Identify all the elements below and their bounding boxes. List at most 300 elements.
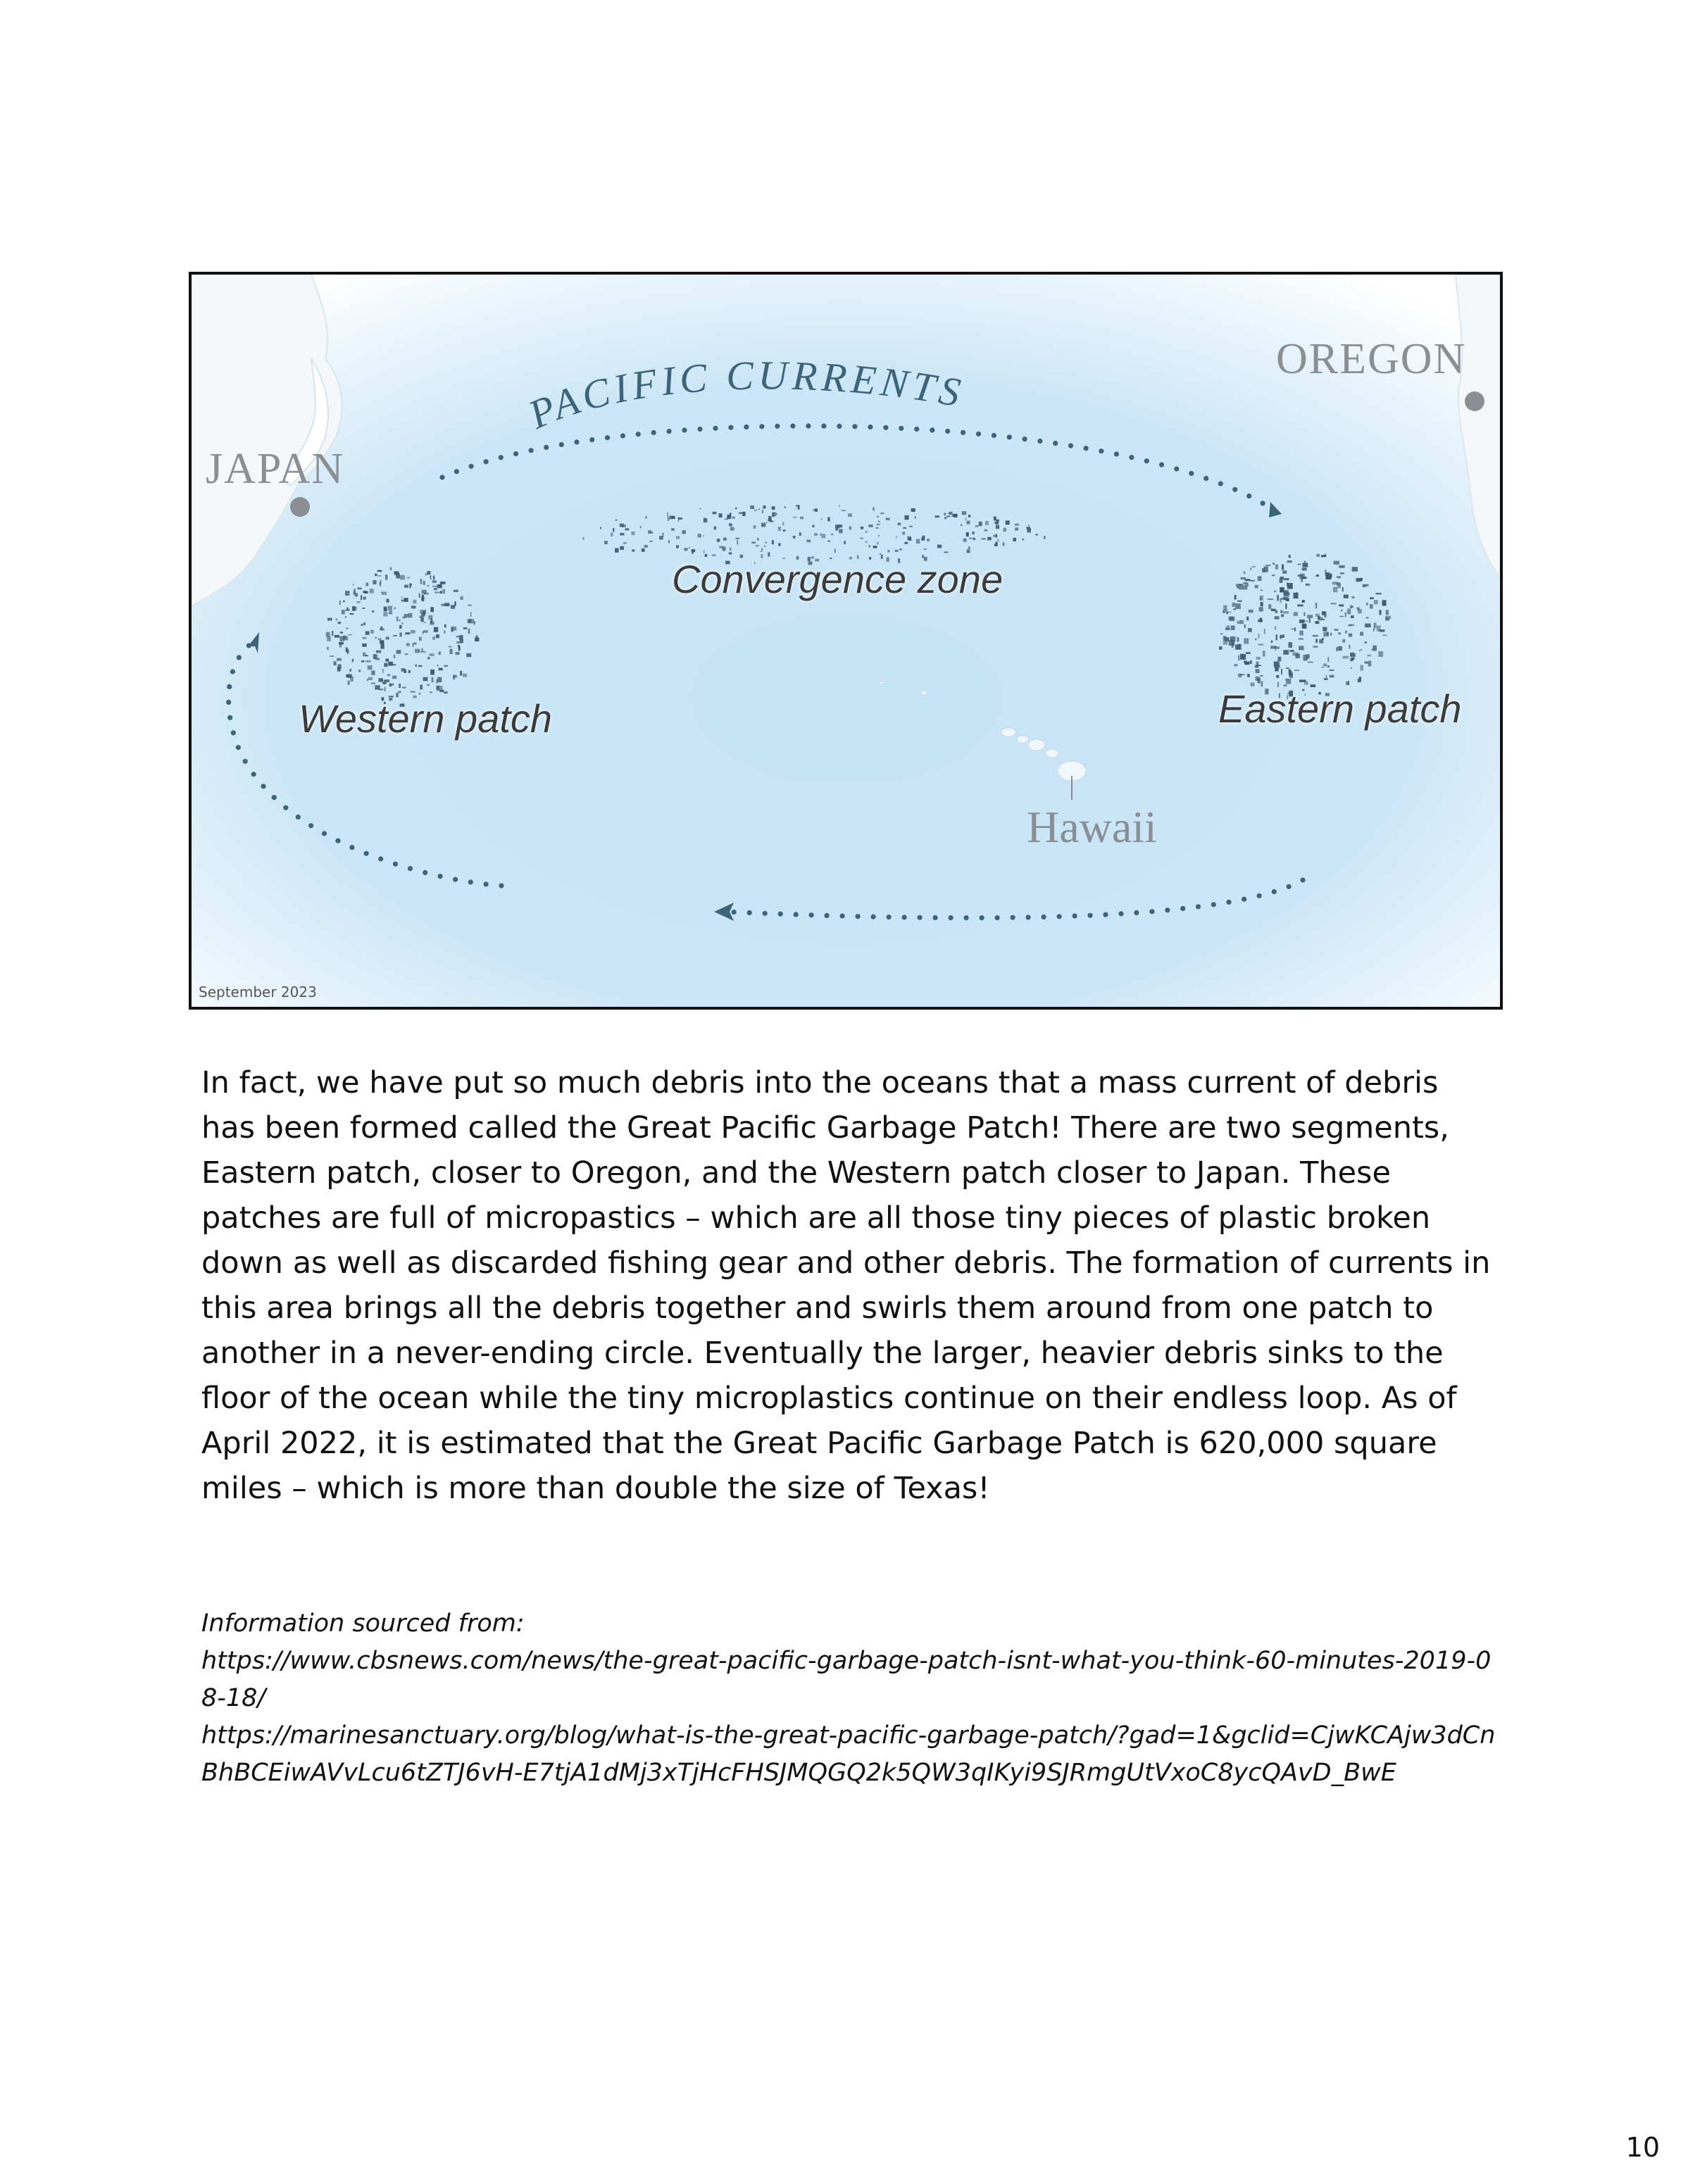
debris-particle <box>1036 534 1038 536</box>
current-dot <box>261 784 265 789</box>
debris-particle <box>1342 639 1345 643</box>
debris-particle <box>911 508 915 512</box>
debris-particle <box>380 627 382 629</box>
debris-particle <box>1338 646 1342 651</box>
debris-particle <box>371 670 375 675</box>
current-dot <box>980 915 984 920</box>
debris-particle <box>762 510 763 513</box>
debris-particle <box>419 594 420 598</box>
current-dot <box>1261 501 1265 506</box>
city-marker-icon <box>290 497 310 517</box>
source-link-marine-sanctuary[interactable]: https://marinesanctuary.org/blog/what-is-the-great-pacific-garbage-patch/?gad=1&gclid=CjwKCAjw3dCnBhBCEiwAVvLcu6tZTJ6vH-E7tjA1dMj3xTjHcFHSJMQGQ2k5QW3qIKyi9SJRmgUtVxoC8ycQAvD_BwE <box>201 1721 1496 1787</box>
debris-particle <box>1325 629 1327 632</box>
debris-particle <box>444 625 446 628</box>
current-dot <box>469 464 474 469</box>
debris-particle <box>1280 600 1282 603</box>
debris-particle <box>865 531 868 532</box>
debris-particle <box>1282 565 1284 570</box>
current-dot <box>636 432 641 437</box>
debris-particle <box>998 539 999 541</box>
debris-particle <box>668 540 670 543</box>
debris-particle <box>384 663 387 667</box>
hawaii-label: Hawaii <box>1027 802 1157 852</box>
debris-particle <box>388 662 393 666</box>
debris-particle <box>682 530 686 534</box>
map-date: September 2023 <box>199 984 317 1000</box>
debris-particle <box>430 670 434 674</box>
debris-particle <box>1339 616 1343 617</box>
debris-particle <box>441 582 442 584</box>
debris-particle <box>411 691 415 693</box>
debris-particle <box>1368 655 1372 657</box>
debris-particle <box>1219 646 1222 650</box>
current-dot <box>1053 441 1058 446</box>
current-dot <box>1242 897 1246 902</box>
current-dot <box>852 424 857 429</box>
debris-particle <box>434 592 440 594</box>
debris-particle <box>370 589 374 593</box>
current-dot <box>995 915 1000 920</box>
debris-particle <box>454 590 458 592</box>
debris-particle <box>440 582 445 584</box>
debris-particle <box>896 536 897 538</box>
current-dot <box>349 845 354 850</box>
debris-particle <box>375 637 376 639</box>
debris-particle <box>1366 603 1368 605</box>
debris-particle <box>1220 633 1223 634</box>
debris-particle <box>1322 638 1324 640</box>
debris-particle <box>1283 650 1289 655</box>
debris-particle <box>440 591 442 594</box>
debris-particle <box>1275 667 1278 672</box>
debris-particle <box>332 631 334 636</box>
debris-particle <box>935 515 939 517</box>
debris-particle <box>1365 624 1370 628</box>
debris-particle <box>361 660 364 663</box>
debris-particle <box>1255 585 1258 589</box>
debris-particle <box>1223 605 1227 611</box>
debris-particle <box>1325 570 1326 574</box>
debris-particle <box>1330 675 1334 678</box>
debris-particle <box>737 540 738 545</box>
current-dot <box>439 475 444 479</box>
current-dot <box>744 425 749 429</box>
current-dot <box>243 759 248 764</box>
debris-particle <box>405 632 410 634</box>
debris-particle <box>355 593 358 596</box>
debris-particle <box>1289 555 1291 558</box>
debris-particle <box>1239 674 1244 675</box>
debris-particle <box>425 573 427 575</box>
debris-particle <box>439 668 443 671</box>
debris-particle <box>730 527 734 531</box>
debris-particle <box>1255 665 1259 667</box>
pacific-garbage-map <box>189 272 1503 1010</box>
debris-particle <box>1289 642 1293 648</box>
debris-particle <box>399 620 401 622</box>
debris-particle <box>377 575 382 577</box>
debris-particle <box>449 646 452 648</box>
debris-particle <box>1327 665 1330 667</box>
debris-particle <box>676 536 680 539</box>
debris-particle <box>756 545 759 546</box>
debris-particle <box>793 517 797 518</box>
debris-particle <box>1368 660 1372 666</box>
debris-particle <box>419 693 420 694</box>
debris-particle <box>385 679 389 682</box>
debris-particle <box>668 517 669 521</box>
debris-particle <box>347 608 349 610</box>
debris-particle <box>411 605 416 608</box>
debris-particle <box>432 677 434 682</box>
debris-particle <box>389 610 392 614</box>
debris-particle <box>1323 663 1327 666</box>
current-dot <box>728 425 733 430</box>
debris-particle <box>1250 660 1252 664</box>
debris-particle <box>841 510 845 511</box>
debris-particle <box>1359 677 1361 682</box>
current-dot <box>840 913 845 918</box>
debris-particle <box>915 516 916 518</box>
debris-particle <box>1259 618 1262 622</box>
debris-particle <box>461 596 463 600</box>
debris-particle <box>1275 647 1280 649</box>
debris-particle <box>793 536 796 539</box>
debris-particle <box>387 599 389 603</box>
current-dot <box>589 437 594 442</box>
debris-particle <box>613 528 614 532</box>
debris-particle <box>383 612 387 616</box>
current-dot <box>682 427 687 432</box>
current-dot <box>227 684 232 689</box>
debris-particle <box>346 594 347 595</box>
debris-particle <box>1382 600 1387 605</box>
debris-particle <box>1365 641 1367 643</box>
current-dot <box>1257 893 1262 898</box>
debris-particle <box>768 552 770 556</box>
debris-particle <box>877 516 879 517</box>
debris-particle <box>432 636 435 640</box>
debris-particle <box>382 591 387 595</box>
debris-particle <box>648 530 651 534</box>
debris-particle <box>1243 586 1247 590</box>
debris-particle <box>962 511 966 515</box>
debris-particle <box>1375 593 1381 594</box>
debris-particle <box>878 535 880 536</box>
debris-particle <box>1303 655 1307 660</box>
debris-particle <box>433 576 434 580</box>
debris-particle <box>1301 579 1303 582</box>
debris-particle <box>1370 604 1373 609</box>
debris-particle <box>869 545 870 547</box>
debris-particle <box>377 570 382 572</box>
current-dot <box>778 912 783 917</box>
debris-particle <box>1302 624 1307 629</box>
debris-particle <box>798 505 800 509</box>
current-dot <box>949 915 954 920</box>
debris-particle <box>1309 618 1311 623</box>
current-dot <box>408 866 413 871</box>
debris-particle <box>399 632 402 636</box>
debris-particle <box>362 608 365 609</box>
current-dot <box>992 433 996 438</box>
debris-particle <box>1277 657 1281 662</box>
debris-particle <box>878 521 880 522</box>
debris-particle <box>404 614 409 617</box>
debris-particle <box>778 527 781 531</box>
debris-particle <box>1271 641 1273 643</box>
debris-particle <box>382 669 384 673</box>
debris-particle <box>600 527 601 529</box>
current-dot <box>1042 915 1046 920</box>
debris-particle <box>1028 525 1030 526</box>
debris-particle <box>1316 554 1320 557</box>
debris-particle <box>1285 603 1287 609</box>
current-dot <box>899 426 904 431</box>
debris-particle <box>380 640 384 644</box>
debris-particle <box>423 632 424 634</box>
debris-particle <box>385 659 389 662</box>
debris-particle <box>1276 634 1277 640</box>
debris-particle <box>365 655 368 656</box>
debris-particle <box>1231 625 1235 630</box>
debris-particle <box>766 522 768 523</box>
debris-particle <box>337 667 341 672</box>
debris-particle <box>676 545 679 548</box>
current-dot <box>226 700 231 705</box>
debris-particle <box>437 677 442 682</box>
debris-particle <box>1302 567 1307 570</box>
debris-particle <box>367 679 368 681</box>
debris-particle <box>340 632 343 634</box>
debris-particle <box>1339 604 1344 606</box>
debris-particle <box>1281 635 1284 638</box>
debris-particle <box>1280 635 1281 639</box>
debris-particle <box>380 582 382 586</box>
debris-particle <box>704 551 705 553</box>
pacific-currents-title: PACIFIC CURRENTS <box>521 352 968 438</box>
debris-particle <box>827 517 830 522</box>
debris-particle <box>1261 675 1263 677</box>
debris-particle <box>772 540 774 544</box>
debris-particle <box>1365 662 1368 664</box>
debris-particle <box>671 516 675 519</box>
debris-particle <box>1223 611 1225 613</box>
debris-particle <box>924 548 927 550</box>
debris-particle <box>1334 561 1339 565</box>
debris-particle <box>1247 674 1250 677</box>
debris-particle <box>984 529 987 532</box>
source-link-cbs[interactable]: https://www.cbsnews.com/news/the-great-pacific-garbage-patch-isnt-what-you-think-60-minutes-2019-08-18/ <box>201 1647 1492 1712</box>
debris-particle <box>1015 527 1018 530</box>
debris-particle <box>949 513 952 514</box>
debris-particle <box>394 608 396 610</box>
body-paragraph: In fact, we have put so much debris into the oceans that a mass current of debris has been formed called the Great Pacific Garbage Patch! There are two segments, Eastern patch, closer to Oregon, and the Western patch closer to Japan. These patches are full of micropastics – which are all those tiny pieces of plastic broken down as well as discarded fishing gear and other debris. The formation of currents in this area brings all the debris together and swirls them around from one patch to another in a never-ending circle. Eventually the larger, heavier debris sinks to the floor of the ocean while the tiny microplastics continue on their endless loop. As of April 2022, it is estimated that the Great Pacific Garbage Patch is 620,000 square miles – which is more than double the size of Texas! <box>201 1065 1491 1506</box>
debris-particle <box>394 655 395 658</box>
debris-particle <box>468 629 470 634</box>
current-dot <box>809 912 814 917</box>
debris-particle <box>436 634 439 638</box>
debris-particle <box>352 659 354 663</box>
debris-particle <box>1281 669 1282 674</box>
debris-particle <box>692 549 696 552</box>
debris-particle <box>346 674 351 677</box>
debris-particle <box>877 524 880 525</box>
current-dot <box>227 715 232 720</box>
debris-particle <box>336 619 337 621</box>
debris-particle <box>1230 638 1234 639</box>
current-dot <box>230 669 235 674</box>
debris-particle <box>1237 601 1242 602</box>
debris-particle <box>398 691 401 693</box>
debris-particle <box>927 539 930 541</box>
debris-particle <box>427 684 430 686</box>
debris-particle <box>954 514 958 517</box>
debris-particle <box>975 525 979 527</box>
debris-particle <box>474 621 475 625</box>
debris-particle <box>456 652 460 655</box>
current-dot <box>283 805 288 810</box>
debris-particle <box>356 601 361 603</box>
debris-particle <box>1374 600 1378 604</box>
debris-particle <box>413 600 416 603</box>
debris-particle <box>415 649 420 653</box>
debris-particle <box>615 520 618 521</box>
debris-particle <box>1299 638 1303 640</box>
debris-particle <box>1377 625 1381 631</box>
debris-particle <box>965 517 967 520</box>
debris-particle <box>390 567 392 570</box>
debris-particle <box>1256 669 1260 673</box>
debris-particle <box>644 545 648 548</box>
debris-particle <box>645 516 646 519</box>
debris-particle <box>1250 567 1251 570</box>
current-dot <box>236 745 241 750</box>
debris-particle <box>372 610 374 613</box>
current-dot <box>1189 471 1194 476</box>
current-dot <box>1026 915 1031 920</box>
debris-particle <box>420 685 423 690</box>
debris-particle <box>763 506 765 508</box>
current-dot <box>856 914 861 919</box>
debris-particle <box>396 573 400 578</box>
current-dot <box>1246 494 1251 498</box>
debris-particle <box>427 571 430 575</box>
debris-particle <box>401 622 403 625</box>
debris-particle <box>987 537 992 541</box>
sources-block <box>201 1605 1501 1792</box>
debris-particle <box>427 585 430 586</box>
debris-particle <box>985 521 989 525</box>
debris-particle <box>375 574 377 576</box>
debris-particle <box>1275 616 1280 619</box>
western-patch-label: Western patch <box>299 696 553 741</box>
debris-particle <box>1234 664 1237 666</box>
debris-particle <box>436 679 438 684</box>
debris-particle <box>1370 597 1374 599</box>
debris-particle <box>381 644 385 649</box>
debris-particle <box>469 619 474 623</box>
current-dot <box>1129 455 1134 460</box>
debris-particle <box>844 541 846 544</box>
debris-particle <box>1246 652 1251 654</box>
debris-particle <box>807 540 811 543</box>
debris-particle <box>1223 636 1227 641</box>
debris-particle <box>821 518 823 520</box>
current-dot <box>1159 463 1164 467</box>
debris-particle <box>754 510 758 511</box>
debris-particle <box>1235 645 1241 650</box>
debris-particle <box>684 548 687 551</box>
debris-particle <box>423 630 427 633</box>
debris-particle <box>1347 609 1351 615</box>
debris-particle <box>1337 582 1340 585</box>
debris-particle <box>430 607 434 612</box>
debris-particle <box>330 655 334 657</box>
debris-particle <box>904 542 908 544</box>
debris-particle <box>418 665 423 667</box>
debris-particle <box>392 676 396 679</box>
debris-particle <box>1304 682 1308 685</box>
debris-particle <box>1245 579 1251 581</box>
debris-particle <box>1336 647 1337 651</box>
debris-particle <box>739 512 743 514</box>
debris-particle <box>327 647 329 650</box>
debris-particle <box>1360 578 1363 581</box>
debris-particle <box>1345 613 1346 617</box>
current-dot <box>1226 900 1231 905</box>
debris-particle <box>642 548 645 552</box>
debris-particle <box>402 686 406 688</box>
debris-particle <box>969 537 972 539</box>
debris-particle <box>1287 583 1293 589</box>
debris-particle <box>604 541 608 544</box>
debris-particle <box>1299 631 1303 636</box>
debris-particle <box>451 605 455 609</box>
debris-particle <box>839 505 840 506</box>
debris-particle <box>1023 539 1024 541</box>
debris-particle <box>611 533 613 536</box>
current-dot <box>933 915 938 920</box>
debris-particle <box>444 631 446 634</box>
debris-particle <box>432 586 437 587</box>
debris-particle <box>346 628 348 629</box>
debris-particle <box>671 528 675 531</box>
debris-particle <box>765 541 767 544</box>
current-dot <box>1114 451 1119 456</box>
current-dot <box>559 442 564 447</box>
debris-particle <box>632 532 635 535</box>
debris-particle <box>1249 610 1254 613</box>
debris-particle <box>404 598 408 602</box>
debris-particle <box>979 522 982 526</box>
debris-particle <box>1226 612 1232 613</box>
debris-particle <box>916 539 920 544</box>
debris-particle <box>1265 565 1270 566</box>
debris-particle <box>620 546 624 550</box>
debris-particle <box>1258 678 1261 683</box>
current-dot <box>1272 889 1277 894</box>
debris-particle <box>384 607 387 612</box>
debris-particle <box>389 684 392 686</box>
debris-particle <box>1244 639 1249 644</box>
convergence-zone-label: Convergence zone <box>672 557 1004 601</box>
debris-particle <box>1361 649 1362 651</box>
debris-particle <box>1352 567 1358 572</box>
current-dot <box>1144 458 1149 463</box>
debris-particle <box>376 658 380 660</box>
debris-particle <box>1326 675 1327 678</box>
